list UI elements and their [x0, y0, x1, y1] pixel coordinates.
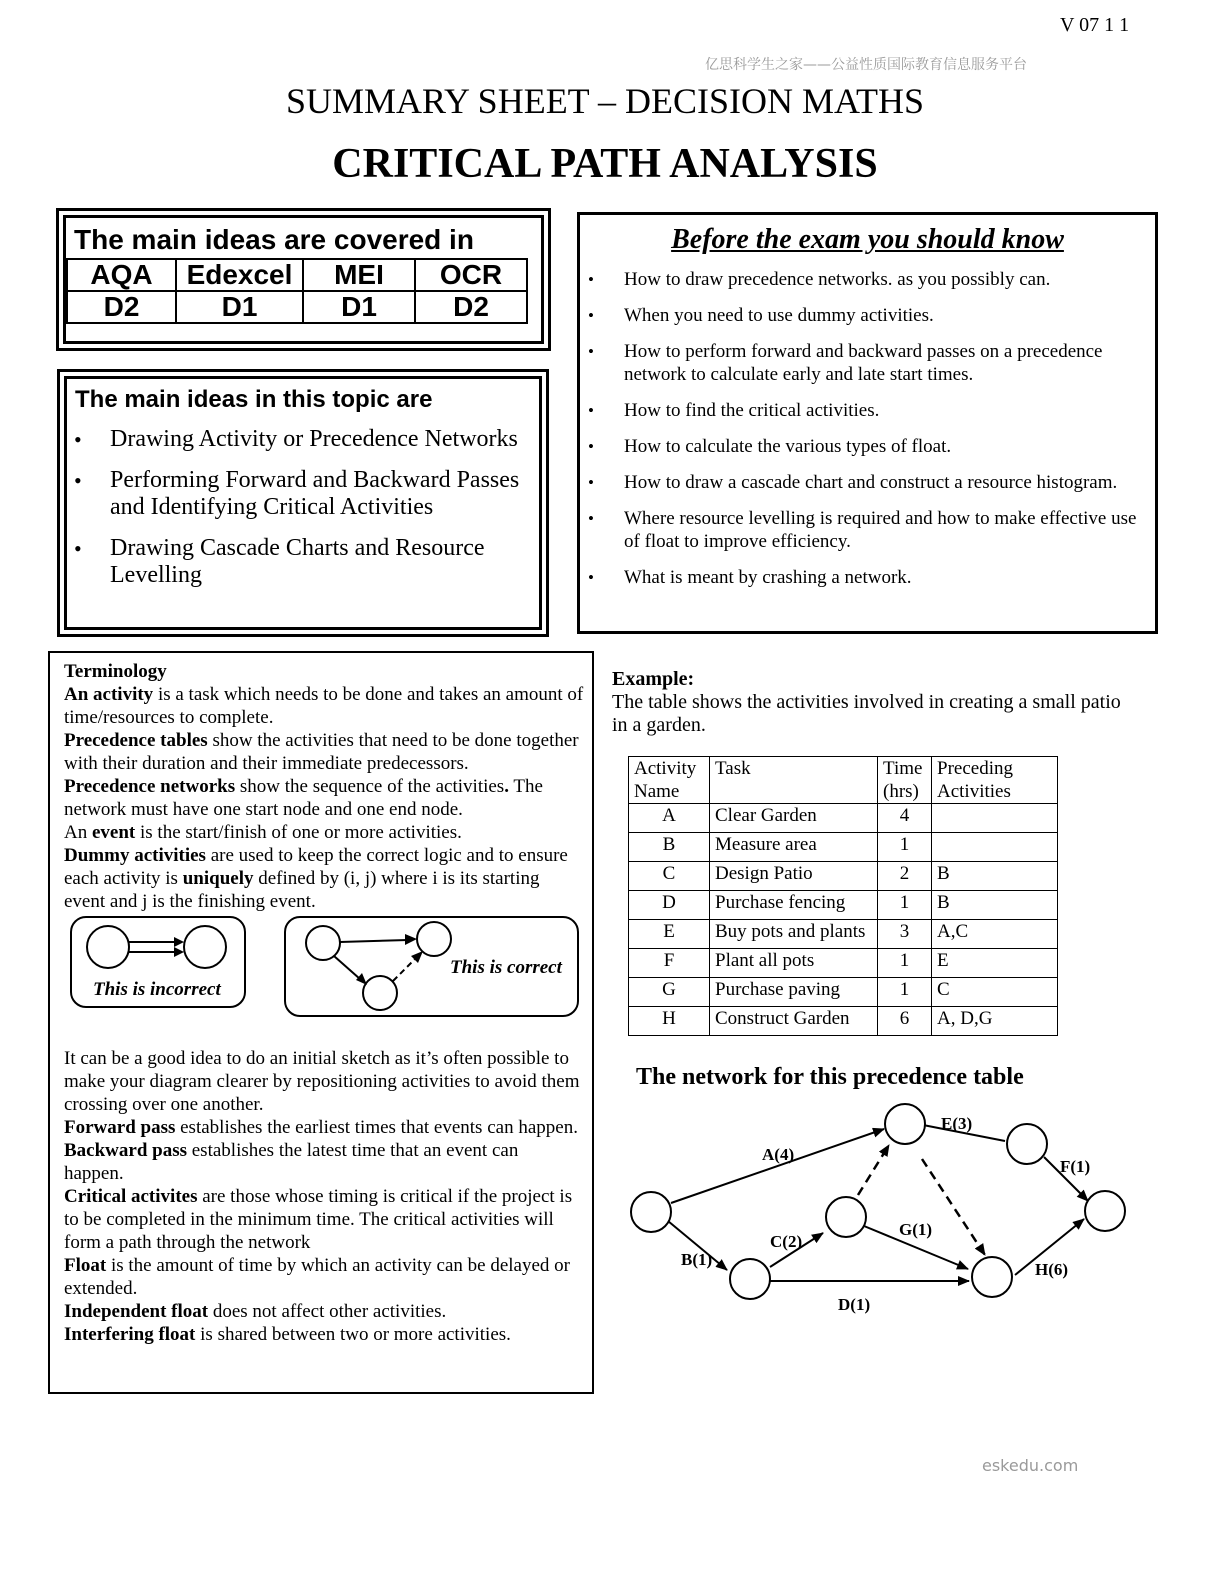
- ideas-list: [74, 426, 534, 603]
- correct-label: This is correct: [450, 957, 562, 978]
- board-cell: Edexcel: [176, 259, 303, 291]
- module-cell: D1: [176, 291, 303, 323]
- cell-activity: A: [629, 804, 710, 833]
- cell-task: Measure area: [710, 833, 878, 862]
- cell-preceding: E: [932, 949, 1058, 978]
- cell-activity: B: [629, 833, 710, 862]
- list-item: • Where resource levelling is required and how to make effective use of float to improve efficiency.: [588, 507, 1148, 553]
- term-critical: [64, 1185, 580, 1254]
- cell-activity: D: [629, 891, 710, 920]
- terminology-section: [64, 660, 584, 913]
- list-item: • How to calculate the various types of float.: [588, 435, 1148, 458]
- exam-boards-table: [66, 258, 528, 324]
- cell-preceding: A,C: [932, 920, 1058, 949]
- terminology-heading: Terminology: [64, 661, 167, 682]
- board-cell: MEI: [303, 259, 415, 291]
- term-independent-float: [64, 1300, 580, 1323]
- boards-row: [67, 259, 527, 291]
- edge-label-h: H(6): [1035, 1260, 1069, 1279]
- network-node: [631, 1192, 671, 1232]
- terminology-continued: [64, 1047, 580, 1346]
- term-definition: establishes the earliest times that events can happen.: [175, 1117, 578, 1138]
- cell-time: 1: [878, 891, 932, 920]
- module-cell: D2: [67, 291, 176, 323]
- sketch-text: It can be a good idea to do an initial sketch as it’s often possible to make your diagram clearer by repositioning activities to avoid them crossing over one another.: [64, 1048, 580, 1115]
- covered-heading: The main ideas are covered in: [74, 224, 474, 255]
- table-header-row: [629, 757, 1058, 804]
- table-row: [629, 862, 1058, 891]
- term-label: Dummy activities: [64, 845, 206, 866]
- cell-activity: C: [629, 862, 710, 891]
- network-node: [885, 1104, 925, 1144]
- list-item: • What is meant by crashing a network.: [588, 566, 1148, 589]
- term-label: Backward pass: [64, 1140, 187, 1161]
- term-activity: [64, 683, 584, 729]
- term-definition: is the start/finish of one or more activities.: [135, 822, 462, 843]
- edge-label-c: C(2): [770, 1232, 803, 1251]
- column-header: Time (hrs): [878, 757, 932, 804]
- precedence-table: [628, 756, 1058, 1036]
- cell-preceding: [932, 804, 1058, 833]
- watermark-bottom: eskedu.com: [982, 1456, 1079, 1475]
- cell-preceding: B: [932, 862, 1058, 891]
- term-definition: defined by (i, j) where i is its starting event and j is the finishing event.: [64, 868, 540, 912]
- table-row: [629, 833, 1058, 862]
- term-prefix: An: [64, 822, 92, 843]
- term-label: Independent float: [64, 1301, 209, 1322]
- network-diagram: [600, 1095, 1160, 1325]
- table-row: [629, 1007, 1058, 1036]
- list-item: • Performing Forward and Backward Passes and Identifying Critical Activities: [74, 467, 534, 521]
- network-node: [1085, 1191, 1125, 1231]
- modules-row: [67, 291, 527, 323]
- term-definition: does not affect other activities.: [208, 1301, 447, 1322]
- edge-label-e: E(3): [941, 1114, 973, 1133]
- table-row: [629, 804, 1058, 833]
- cell-preceding: [932, 833, 1058, 862]
- network-title: The network for this precedence table: [636, 1064, 1024, 1090]
- cell-preceding: C: [932, 978, 1058, 1007]
- network-node: [826, 1197, 866, 1237]
- incorrect-label: This is incorrect: [93, 979, 221, 1000]
- incorrect-diagram-graphic: [70, 916, 246, 986]
- cell-activity: G: [629, 978, 710, 1007]
- term-label: Precedence tables: [64, 730, 208, 751]
- edge-label-f: F(1): [1060, 1157, 1091, 1176]
- cell-time: 4: [878, 804, 932, 833]
- example-intro: The table shows the activities involved in creating a small patio in a garden.: [612, 691, 1121, 736]
- page-title: CRITICAL PATH ANALYSIS: [332, 141, 878, 187]
- term-definition: are those whose timing is critical if the project is to be completed in the minimum time. The critical activities will form a path through the network: [64, 1186, 573, 1253]
- column-header: Task: [710, 757, 878, 804]
- list-item: • Drawing Cascade Charts and Resource Levelling: [74, 535, 534, 589]
- term-punctuation: .: [504, 776, 509, 797]
- term-label: Interfering float: [64, 1324, 196, 1345]
- cell-task: Design Patio: [710, 862, 878, 891]
- example-section: [612, 668, 1132, 737]
- edge-label-b: B(1): [681, 1250, 713, 1269]
- table-row: [629, 949, 1058, 978]
- table-row: [629, 978, 1058, 1007]
- term-label: event: [91, 822, 136, 843]
- list-item: • How to draw precedence networks. as you possibly can.: [588, 268, 1148, 291]
- cell-time: 3: [878, 920, 932, 949]
- term-definition: show the activities that need to be done together with their duration and their immediate predecessors.: [64, 730, 579, 774]
- watermark-top: 亿思科学生之家——公益性质国际教育信息服务平台: [705, 57, 1027, 73]
- know-heading: Before the exam you should know: [671, 224, 1064, 255]
- list-item: • How to find the critical activities.: [588, 399, 1148, 422]
- network-node: [730, 1259, 770, 1299]
- edge-label-g: G(1): [899, 1220, 933, 1239]
- cell-activity: E: [629, 920, 710, 949]
- term-label: An activity: [64, 684, 154, 705]
- cell-activity: H: [629, 1007, 710, 1036]
- term-label: Forward pass: [64, 1117, 176, 1138]
- know-list: [588, 268, 1148, 602]
- column-header: Preceding Activities: [932, 757, 1058, 804]
- cell-time: 1: [878, 833, 932, 862]
- edge-label-d: D(1): [838, 1295, 871, 1314]
- board-cell: OCR: [415, 259, 527, 291]
- cell-task: Clear Garden: [710, 804, 878, 833]
- board-cell: AQA: [67, 259, 176, 291]
- term-label: Critical activites: [64, 1186, 198, 1207]
- list-item: • When you need to use dummy activities.: [588, 304, 1148, 327]
- cell-activity: F: [629, 949, 710, 978]
- term-interfering-float: [64, 1323, 580, 1346]
- cell-task: Purchase paving: [710, 978, 878, 1007]
- cell-task: Construct Garden: [710, 1007, 878, 1036]
- term-precedence-tables: [64, 729, 584, 775]
- cell-preceding: B: [932, 891, 1058, 920]
- column-header: Activity Name: [629, 757, 710, 804]
- cell-time: 2: [878, 862, 932, 891]
- cell-preceding: A, D,G: [932, 1007, 1058, 1036]
- term-definition: is the amount of time by which an activity can be delayed or extended.: [64, 1255, 570, 1299]
- cell-task: Buy pots and plants: [710, 920, 878, 949]
- term-definition: is a task which needs to be done and takes an amount of time/resources to complete.: [64, 684, 584, 728]
- cell-time: 1: [878, 978, 932, 1007]
- network-node: [1007, 1124, 1047, 1164]
- cell-time: 6: [878, 1007, 932, 1036]
- cell-time: 1: [878, 949, 932, 978]
- cell-task: Purchase fencing: [710, 891, 878, 920]
- module-cell: D1: [303, 291, 415, 323]
- list-item: • How to draw a cascade chart and construct a resource histogram.: [588, 471, 1148, 494]
- term-precedence-networks: [64, 775, 584, 821]
- cell-task: Plant all pots: [710, 949, 878, 978]
- term-backward-pass: [64, 1139, 580, 1185]
- list-item: • Drawing Activity or Precedence Networks: [74, 426, 534, 453]
- term-dummy: [64, 844, 584, 913]
- network-node: [972, 1257, 1012, 1297]
- table-row: [629, 920, 1058, 949]
- version-label: V 07 1 1: [1060, 14, 1130, 36]
- term-definition: is shared between two or more activities.: [195, 1324, 511, 1345]
- example-heading: Example:: [612, 668, 695, 690]
- term-label: Float: [64, 1255, 107, 1276]
- term-emphasis: uniquely: [182, 868, 254, 889]
- edge-label-a: A(4): [762, 1145, 795, 1164]
- term-forward-pass: [64, 1116, 580, 1139]
- ideas-heading: The main ideas in this topic are: [75, 386, 433, 413]
- sheet-title: SUMMARY SHEET – DECISION MATHS: [285, 81, 925, 121]
- term-definition: establishes the latest time that an event can happen.: [64, 1140, 519, 1184]
- term-definition: show the sequence of the activities: [235, 776, 505, 797]
- module-cell: D2: [415, 291, 527, 323]
- term-float: [64, 1254, 580, 1300]
- term-definition: The network must have one start node and one end node.: [64, 776, 543, 820]
- term-label: Precedence networks: [64, 776, 236, 797]
- term-definition: are used to keep the correct logic and to ensure each activity is: [64, 845, 568, 889]
- list-item: • How to perform forward and backward passes on a precedence network to calculate early and late start times.: [588, 340, 1148, 386]
- term-event: [64, 821, 584, 844]
- table-row: [629, 891, 1058, 920]
